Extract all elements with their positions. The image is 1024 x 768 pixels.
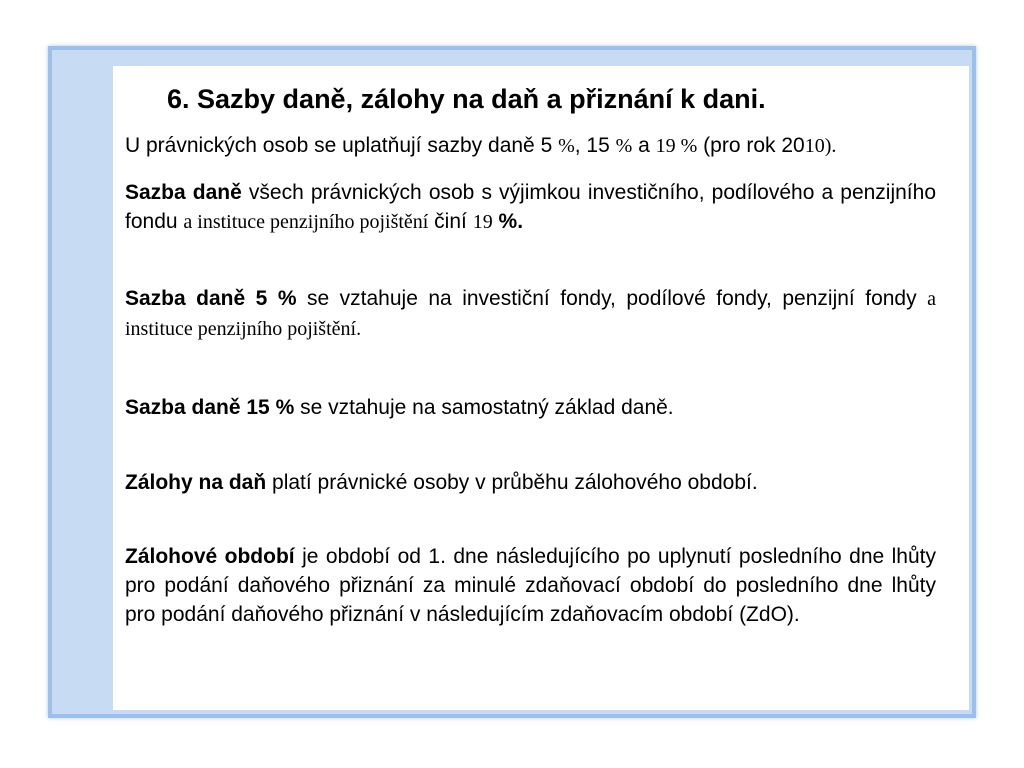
text-segment: 19 bbox=[655, 135, 676, 157]
text-segment: se vztahuje na investiční fondy, podílové fondy, penzijní fondy bbox=[296, 287, 928, 310]
paragraph-advance-period bbox=[125, 542, 936, 629]
bold-term: Sazba daně 15 % bbox=[125, 396, 295, 419]
text-segment: a instituce penzijního pojištění bbox=[183, 211, 429, 233]
slide-body bbox=[125, 131, 936, 629]
text-segment: % bbox=[615, 135, 633, 157]
text-segment: činí bbox=[428, 210, 473, 233]
bold-term: Sazba daně bbox=[125, 181, 242, 204]
text-segment: 19 bbox=[472, 211, 493, 233]
text-segment: platí právnické osoby v průběhu zálohového období. bbox=[266, 471, 758, 494]
paragraph-rate-5 bbox=[125, 284, 936, 344]
paragraph-tax-rates-intro bbox=[125, 131, 936, 161]
paragraph-general-rate bbox=[125, 178, 936, 237]
text-segment: % bbox=[675, 135, 698, 157]
text-segment: 10 bbox=[804, 135, 825, 157]
text-segment: (pro rok 20 bbox=[697, 134, 805, 157]
text-segment: a bbox=[632, 134, 656, 157]
text-segment: ). bbox=[824, 135, 837, 157]
text-segment: % bbox=[558, 135, 575, 157]
bold-term: Zálohy na daň bbox=[125, 471, 267, 494]
bold-term: Zálohové období bbox=[125, 545, 295, 568]
paragraph-rate-15 bbox=[125, 393, 936, 422]
paragraph-advances bbox=[125, 468, 936, 497]
text-segment: %. bbox=[492, 210, 524, 233]
text-segment: se vztahuje na samostatný základ daně. bbox=[294, 396, 674, 419]
text-segment: , 15 bbox=[574, 134, 616, 157]
bold-term: Sazba daně 5 % bbox=[125, 287, 297, 310]
text-segment: U právnických osob se uplatňují sazby daně 5 bbox=[125, 134, 559, 157]
text-segment: a instituce penzijního pojištění. bbox=[125, 288, 936, 340]
text-segment: je období od 1. dne následujícího po uplynutí posledního dne lhůty pro podání daňového přiznání za minulé zdaňovací období do posledního dne lhůty pro podání daňového přiznání v následujícím zdaňovacím období (ZdO). bbox=[125, 545, 936, 626]
text-segment: všech právnických osob s výjimkou investičního, podílového a penzijního fondu bbox=[125, 181, 937, 233]
slide-title: 6. Sazby daně, zálohy na daň a přiznání k dani. bbox=[167, 84, 766, 114]
